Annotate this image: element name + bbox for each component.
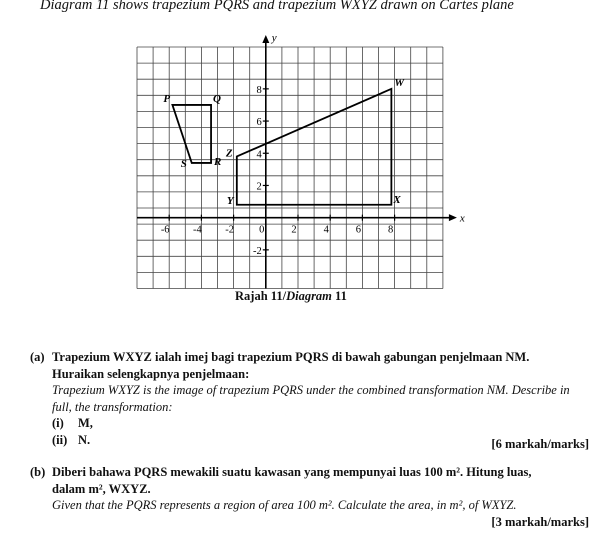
question-a-part-i: (i) M, [52,416,93,430]
point-label-q: Q [213,92,222,105]
point-label-x: X [393,193,401,206]
question-a-malay-line-1: Trapezium WXYZ ialah imej bagi trapezium PQRS di bawah gabungan penjelmaan NM. [52,350,530,364]
question-b [30,464,595,530]
diagram-title: Diagram 11 shows trapezium PQRS and trapezium WXYZ drawn on Cartes plane [40,0,514,13]
x-tick-label: 2 [291,224,297,236]
x-tick-label: -4 [193,224,202,236]
question-a-malay-line-2: Huraikan selengkapnya penjelmaan: [52,366,250,381]
question-b-malay-line-1: Diberi bahawa PQRS mewakili suatu kawasan yang mempunyai luas 100 m². Hitung luas, [52,465,532,479]
point-label-p: P [163,92,171,105]
question-a-label: (a) [30,350,45,364]
question-a-english-line-2: full, the transformation: [52,399,173,414]
y-tick-label: 4 [256,149,262,161]
point-label-s: S [180,157,187,170]
question-b-english-line: Given that the PQRS represents a region of area 100 m². Calculate the area, in m², of WXYZ. [52,498,517,512]
y-tick-label: 2 [256,181,262,193]
question-a-english-line-1: Trapezium WXYZ is the image of trapezium PQRS under the combined transformation NM. Describe in [52,383,570,397]
x-tick-label: 8 [387,224,394,236]
x-tick-label: -2 [225,224,234,236]
x-tick-label: 6 [355,224,362,236]
x-tick-label: 0 [259,224,265,236]
y-tick-label: 6 [256,117,262,129]
point-label-y: Y [226,194,234,207]
y-tick-label: -2 [253,245,262,257]
question-b-malay-line-2: dalam m², WXYZ. [52,481,151,496]
y-axis-arrow [262,35,269,43]
question-b-label: (b) [30,465,46,479]
point-labels [163,77,405,207]
diagram-caption: Rajah 11/Diagram 11 [235,289,347,303]
question-a [30,349,595,451]
question-b-marks: [3 markah/marks] [491,514,589,529]
x-axis-label: x [459,212,465,225]
point-label-w: W [394,76,405,89]
point-label-z: Z [225,147,233,160]
x-tick-label: 4 [323,224,329,236]
tick-labels [161,85,395,257]
point-label-r: R [214,155,222,168]
x-tick-label: -6 [160,224,170,236]
trapezium-pqrs [172,105,211,163]
y-axis-label: y [271,32,277,44]
question-a-part-ii: (ii) N. [6 markah/marks] [52,432,589,451]
question-a-marks: [6 markah/marks] [491,436,589,451]
x-axis-arrow [449,214,457,221]
y-tick-label: 8 [256,84,262,96]
